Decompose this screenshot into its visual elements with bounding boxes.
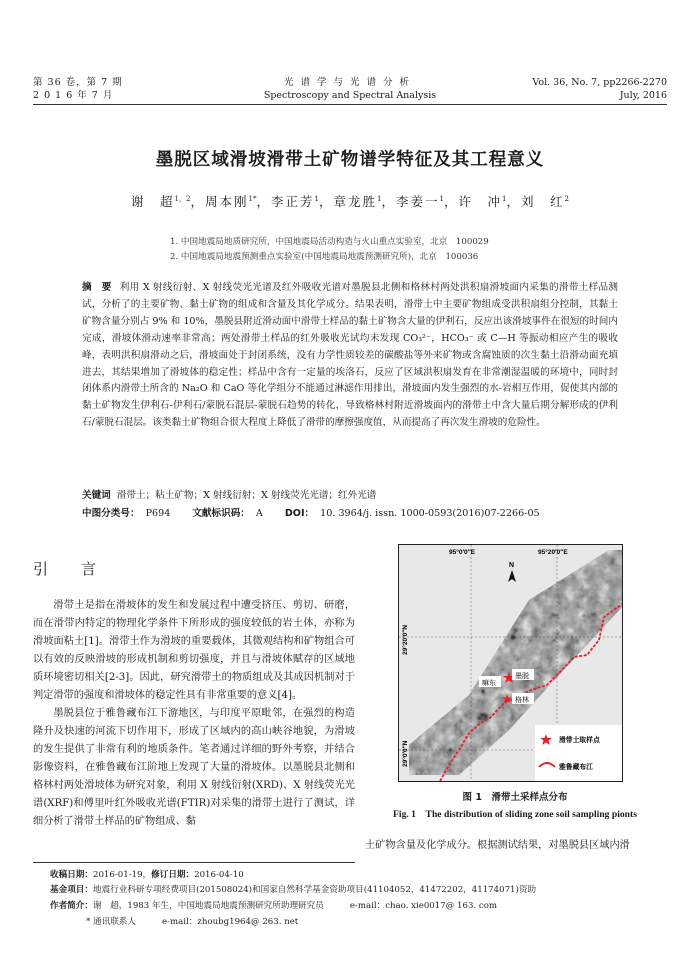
place-label-west: 嘛东 <box>482 679 496 687</box>
figure-caption-zh: 图 1 滑带土采样点分布 <box>462 792 568 803</box>
author-email: e-mail：chao. xie0017@ 163. com <box>349 901 498 911</box>
revised-date: 2016-04-10 <box>194 870 244 880</box>
latitude-label-1: 29°20′0″N <box>402 624 409 655</box>
author: 许 冲$^1$ <box>458 194 507 209</box>
svg-text:雅鲁藏布江: 雅鲁藏布江 <box>559 763 593 771</box>
keywords-text: 滑带土；粘土矿物；X 射线衍射；X 射线荧光光谱；红外光谱 <box>116 490 377 501</box>
footnote-corresponding <box>86 916 298 928</box>
footnote-rule <box>33 862 355 863</box>
issue-date-en: July, 2016 <box>619 90 667 101</box>
doi-value: 10. 3964/j. issn. 1000-0593(2016)07-2266-05 <box>320 508 540 519</box>
keywords <box>82 489 618 503</box>
clc-label: 中图分类号： <box>82 508 140 519</box>
place-label-gelin: 格林 <box>515 696 529 704</box>
relief-map <box>399 545 623 782</box>
revised-label: 修订日期： <box>151 870 195 880</box>
footnote-dates <box>50 869 244 881</box>
section-heading-intro: 引 言 <box>33 560 106 578</box>
intro-paragraph-2: 墨脱县位于雅鲁藏布江下游地区，与印度平原毗邻，在强烈的构造隆升及快速的河流下切作用下，形成了区域内的高山峡谷地貌，为滑坡的发生提供了非常有利的地质条件。笔者通过详细的野外考察，并结合影像资料，在雅鲁藏布江阶地上发现了大量的滑坡体。以墨脱县北侧和格林村两处滑坡体为研究对象，利用 X 射线衍射(XRD)、X 射线荧光光谱(XRF)和傅里叶红外吸收光谱(FTIR)对采集的滑带土进行了测试，详细分析了滑带土样品的矿物组成、黏 <box>33 708 355 827</box>
footnote-fund <box>50 884 536 896</box>
longitude-label-2: 95°20′0″E <box>538 549 568 556</box>
running-header <box>33 76 667 104</box>
corresponding-label: * 通讯联系人 <box>86 917 136 927</box>
clc-value: P694 <box>145 508 171 519</box>
author-bio-label: 作者简介： <box>50 901 93 911</box>
longitude-label-1: 95°0′0″E <box>449 549 476 556</box>
doi-label: DOI： <box>284 508 315 519</box>
volume-issue: 第 36 卷，第 7 期 <box>33 77 123 88</box>
header-rule <box>33 104 667 105</box>
latitude-label-2: 29°0′0″N <box>402 740 409 767</box>
received-date: 2016-01-19， <box>92 870 152 880</box>
affiliation-1: 1. 中国地震局地质研究所，中国地震局活动构造与火山重点实验室，北京 100029 <box>170 237 489 247</box>
abstract-label: 摘 要 <box>82 282 112 293</box>
figure-caption-en: Fig. 1 The distribution of sliding zone soil sampling pionts <box>393 809 637 820</box>
journal-name-en: Spectroscopy and Spectral Analysis <box>263 90 437 101</box>
author-list: 谢 超$^{1,2}$，周本刚$^{1*}$，李正芳$^1$，章龙胜$^1$，李姜一$^1$，许 冲$^1$，刘 红$^2$ <box>131 194 569 209</box>
issue-date: 2 0 1 6 年 7 月 <box>33 90 114 101</box>
footnote-author <box>50 900 497 912</box>
volume-pages-en: Vol. 36, No. 7, pp2266-2270 <box>532 77 667 88</box>
abstract-text: 利用 X 射线衍射、X 射线荧光光谱及红外吸收光谱对墨脱县北侧和格林村两处洪积扇滑坡面内采集的滑带土样品测试，分析了的主要矿物、黏土矿物的组成和含量及其化学成分。结果表明，滑带土中主要矿物组成受洪积扇组分控制，其黏土矿物含量分别占 9% 和 10%，墨脱县附近滑动面中滑带土样品的黏土矿物含大量的伊利石，反应出该滑坡事件在很短的时间内完成，滑坡体滑动速率非常高；两处滑带土样品的红外吸收光试均未发现 CO₃²⁻，HCO₃⁻ 或 C—H 等振动相应产生的吸收峰，表明洪积扇滑动之后，滑坡面处于封闭系统，没有力学性质较差的碳酸盐等外来矿物或含腐蚀质的次生黏土沿滑动面充填进去，其结果增加了滑坡体的稳定性；样品中含有一定量的埃洛石，反应了区域洪积扇发育在非常潮湿温暖的环境中，同时封闭体系内滑带土所含的 Na₂O 和 CaO 等化学组分不能通过淋滤作用排出，滑坡面内发生强烈的水-岩相互作用，促使其内部的黏土矿物发生伊利石-伊利石/蒙脱石混层-蒙脱石趋势的转化，导致格林村附近滑坡面内的滑带土中含大量后期分解形成的伊利石/蒙脱石混层。该类黏土矿物组合很大程度上降低了滑带的摩擦强度值，从而提高了再次发生滑坡的危险性。 <box>82 282 619 429</box>
abstract <box>82 280 618 432</box>
doc-code-label: 文献标识码： <box>192 508 250 519</box>
intro-paragraph-1: 滑带土是指在滑坡体的发生和发展过程中遭受挤压、剪切、研磨，而在滑带内特定的物理化学条件下所形成的强度较低的岩土体，亦称为滑坡面粘土[1]。滑带土作为滑坡的重要载体，其微观结构和矿物组合可以有效的反映滑坡的形成机制和剪切强度，并且与滑坡体赋存的区域地质环境密切相关[2-3]。因此，研究滑带土的物质组成及其成因机制对于判定滑带的强度和滑坡体的稳定性具有非常重要的意义[4]。 <box>33 600 355 701</box>
author: 周本刚$^{1*}$ <box>204 194 257 209</box>
svg-text:滑带土取样点: 滑带土取样点 <box>559 736 600 744</box>
author: 谢 超$^{1,2}$ <box>131 194 191 209</box>
doc-code-value: A <box>255 508 263 519</box>
intro-body <box>33 597 355 831</box>
figure-1-map <box>398 544 623 782</box>
author: 李姜一$^1$ <box>395 194 444 209</box>
classification <box>82 507 618 521</box>
place-label-medog: 墨脱 <box>515 672 529 680</box>
svg-text:N: N <box>509 562 515 569</box>
author: 刘 红$^2$ <box>520 194 569 209</box>
right-column-text: 土矿物含量及化学成分。根据测试结果，对墨脱县区域内滑 <box>365 840 630 851</box>
corresponding-email: e-mail：zhoubg1964@ 263. net <box>162 917 299 927</box>
paper-title: 墨脱区域滑坡滑带土矿物谱学特征及其工程意义 <box>155 150 545 170</box>
author: 章龙胜$^1$ <box>333 194 382 209</box>
journal-pages <box>532 76 667 102</box>
author: 李正芳$^1$ <box>270 194 319 209</box>
legend-box <box>535 725 623 782</box>
journal-name-zh: 光谱学与光谱分析 <box>283 77 416 88</box>
affiliation-2: 2. 中国地震局地震预测重点实验室(中国地震局地震预测研究所)，北京 100036 <box>170 252 479 262</box>
received-label: 收稿日期： <box>50 870 93 880</box>
fund-label: 基金项目： <box>50 885 93 895</box>
keywords-label: 关键词 <box>82 490 111 501</box>
author-bio: 谢 超，1983 年生，中国地震局地震预测研究所助理研究员 <box>92 901 324 911</box>
fund-text: 地震行业科研专项经费项目(201508024)和国家自然科学基金资助项目(41104052，41472202，41174071)资助 <box>92 885 537 895</box>
